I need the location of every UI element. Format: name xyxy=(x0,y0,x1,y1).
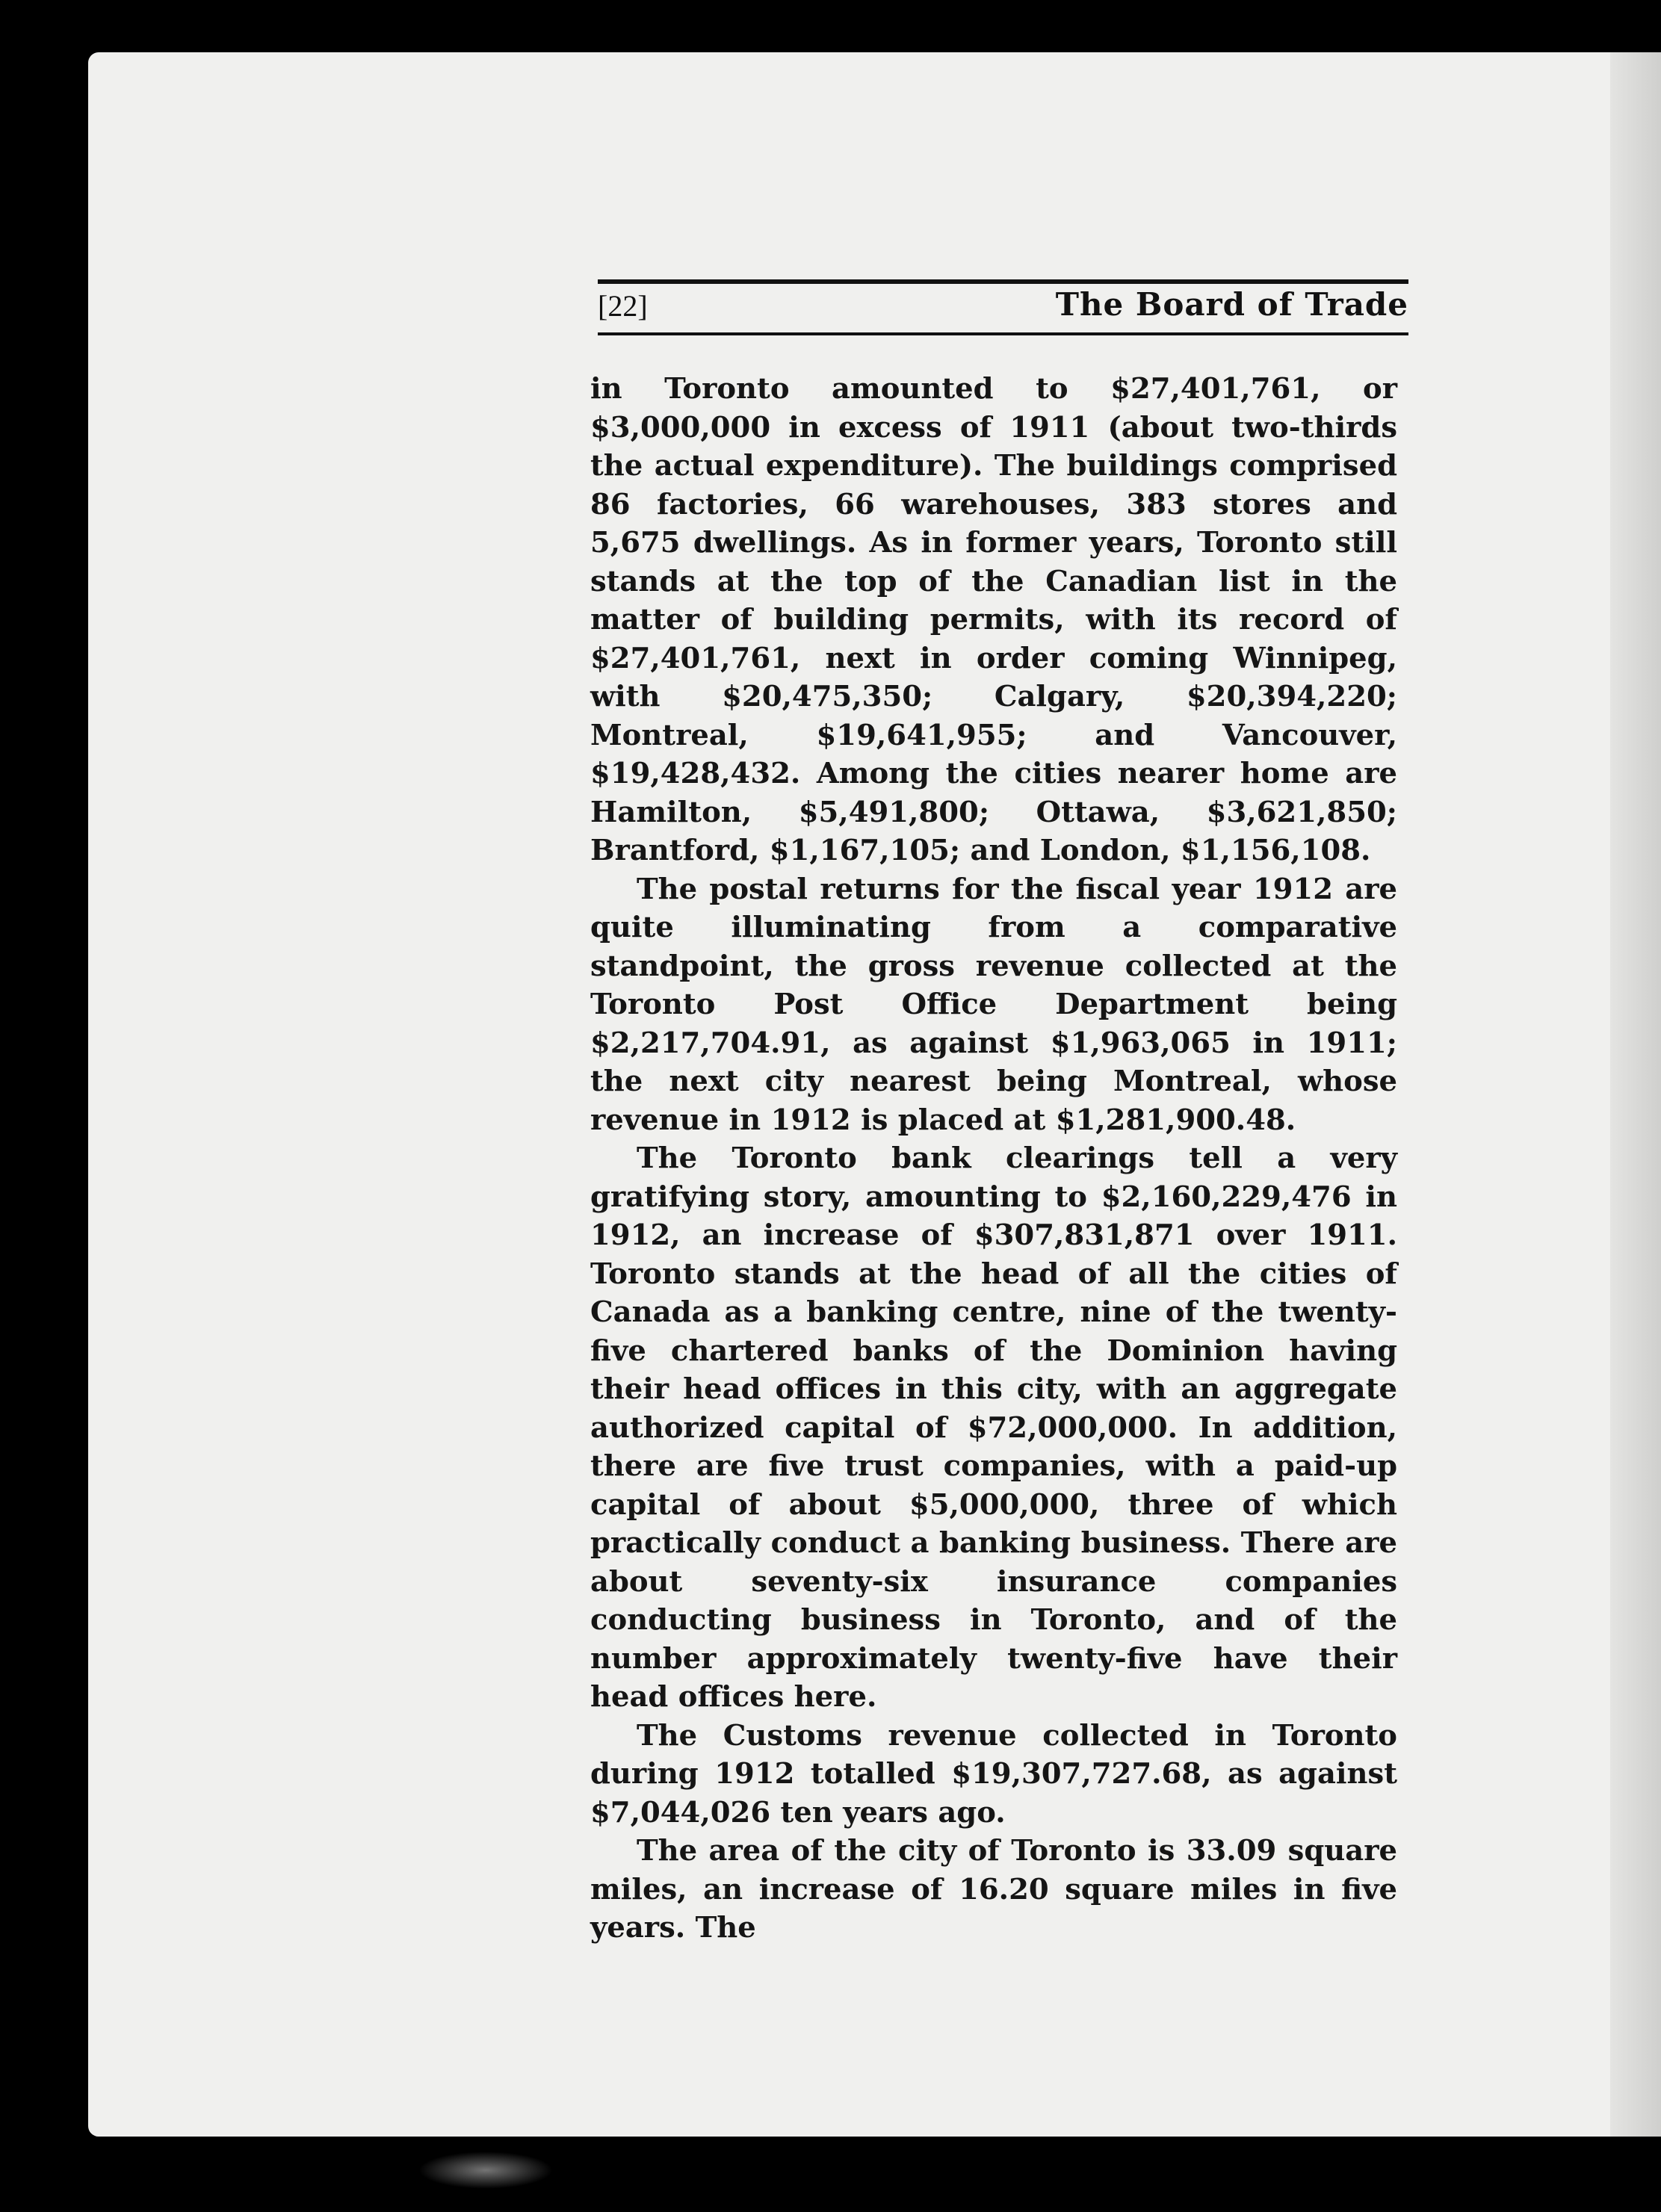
body-text xyxy=(590,370,1397,1948)
paragraph-bank-clearings: The Toronto bank clearings tell a very gratifying story, amounting to $2,160,229,476 in 1912, an increase of $307,831,871 over 1911. Toronto stands at the head of all the cities of Canada as a banking centre, nine of the twenty-five chartered banks of the Dominion having their head offices in this city, with an aggregate authorized capital of $72,000,000. In addition, there are five trust companies, with a paid-up capital of about $5,000,000, three of which practically conduct a banking business. There are about seventy-six insurance companies conducting business in Toronto, and of the number approximately twenty-five have their head offices here. xyxy=(590,1141,1397,1714)
paragraph-postal-returns: The postal returns for the fiscal year 1912 are quite illuminating from a comparative standpoint, the gross revenue collected at the Toronto Post Office Department being $2,217,704.91, as against $1,963,065 in 1911; the next city nearest being Montreal, whose revenue in 1912 is placed at $1,281,900.48. xyxy=(590,872,1397,1137)
page-edge xyxy=(1610,52,1661,2137)
header-rule-bottom xyxy=(598,332,1408,335)
paragraph-customs-revenue: The Customs revenue collected in Toronto during 1912 totalled $19,307,727.68, as against $7,044,026 ten years ago. xyxy=(590,1718,1397,1830)
running-title: The Board of Trade xyxy=(1055,286,1408,323)
header-rule-top xyxy=(598,279,1408,284)
paragraph-city-area: The area of the city of Toronto is 33.09 square miles, an increase of 16.20 square miles in five years. The xyxy=(590,1834,1397,1945)
scan-smudge xyxy=(418,2151,553,2189)
page-number: [22] xyxy=(598,289,648,323)
paragraph-building-permits: in Toronto amounted to $27,401,761, or $3,000,000 in excess of 1911 (about two-thirds the actual expenditure). The buildings comprised 86 factories, 66 warehouses, 383 stores and 5,675 dwellings. As in former years, Toronto still stands at the top of the Canadian list in the matter of building permits, with its record of $27,401,761, next in order coming Winnipeg, with $20,475,350; Calgary, $20,394,220; Montreal, $19,641,955; and Vancouver, $19,428,432. Among the cities nearer home are Hamilton, $5,491,800; Ottawa, $3,621,850; Brantford, $1,167,105; and London, $1,156,108. xyxy=(590,372,1397,867)
